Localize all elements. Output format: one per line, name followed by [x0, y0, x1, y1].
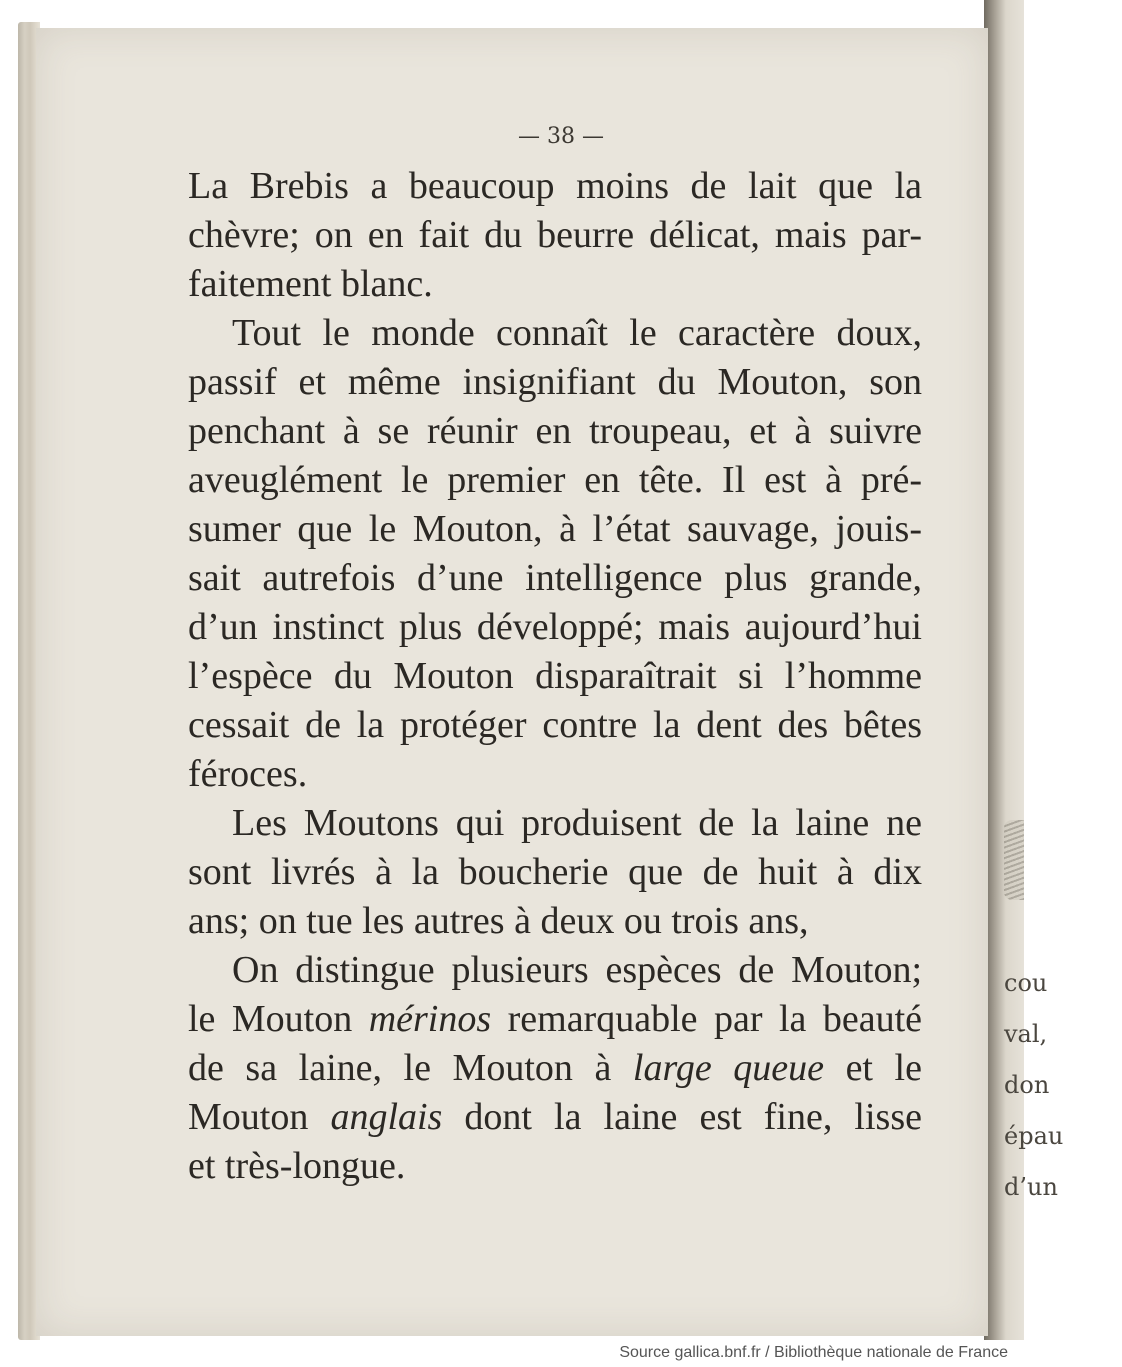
facing-page-text-fragments: [1004, 958, 1064, 1213]
text-line: ans; on tue les autres à deux ou trois ans,: [188, 900, 809, 942]
paragraph-4: [188, 946, 922, 1191]
text-line: La Brebis a beaucoup moins de lait que la: [188, 165, 922, 207]
facing-page-fragment: d’un: [1004, 1173, 1058, 1201]
text-line: On distingue plusieurs espèces de Mouton;: [232, 949, 922, 991]
paragraph-2: [188, 309, 922, 799]
body-text: [188, 162, 922, 1191]
text-line: l’espèce du Mouton disparaîtrait si l’homme: [188, 655, 922, 697]
text-run: dont la laine est fine, lisse: [442, 1096, 922, 1138]
italic-term-anglais: anglais: [330, 1096, 443, 1138]
facing-page-fragment: épau: [1004, 1122, 1064, 1150]
paragraph-1: [188, 162, 922, 309]
text-line: aveuglément le premier en tête. Il est à pré-: [188, 459, 922, 501]
text-line: d’un instinct plus développé; mais aujourd’hui: [188, 606, 922, 648]
text-run: de sa laine, le Mouton à: [188, 1047, 633, 1089]
text-run: Mouton: [188, 1096, 331, 1138]
text-line: sont livrés à la boucherie que de huit à dix: [188, 851, 922, 893]
italic-term-merinos: mérinos: [368, 998, 492, 1040]
text-line: [188, 1093, 922, 1142]
facing-page-fragment: cou: [1004, 969, 1048, 997]
text-line: chèvre; on en fait du beurre délicat, mais par-: [188, 214, 922, 256]
text-line: Tout le monde connaît le caractère doux,: [232, 312, 922, 354]
text-line: cessait de la protéger contre la dent des bêtes: [188, 704, 922, 746]
paragraph-3: [188, 799, 922, 946]
text-line: sait autrefois d’une intelligence plus grande,: [188, 557, 922, 599]
text-line: et très-longue.: [188, 1145, 406, 1187]
text-line: [188, 995, 922, 1044]
facing-page-fragment: val,: [1004, 1020, 1048, 1048]
italic-term-large-queue: large queue: [632, 1047, 824, 1089]
text-line: sumer que le Mouton, à l’état sauvage, jouis-: [188, 508, 922, 550]
text-line: passif et même insignifiant du Mouton, son: [188, 361, 922, 403]
facing-page-fragment: don: [1004, 1071, 1050, 1099]
text-line: faitement blanc.: [188, 263, 433, 305]
facing-page-illustration-fragment: [1004, 820, 1024, 900]
text-run: et le: [824, 1047, 922, 1089]
text-line: [188, 1044, 922, 1093]
text-line: Les Moutons qui produisent de la laine ne: [232, 802, 922, 844]
text-run: remarquable par la beauté: [491, 998, 922, 1040]
text-line: féroces.: [188, 753, 308, 795]
text-run: le Mouton: [188, 998, 369, 1040]
source-credit: Source gallica.bnf.fr / Bibliothèque nationale de France: [619, 1344, 1008, 1361]
page-number: — 38 —: [518, 124, 604, 149]
text-line: penchant à se réunir en troupeau, et à suivre: [188, 410, 922, 452]
